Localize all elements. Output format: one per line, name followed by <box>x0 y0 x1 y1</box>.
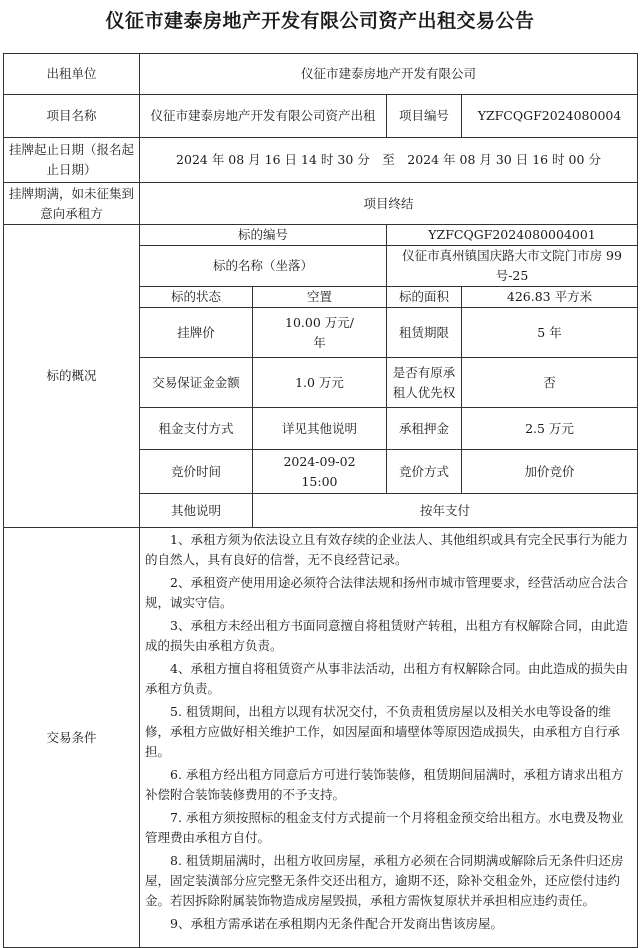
term-value: 5 年 <box>462 308 638 358</box>
condition-item: 6. 承租方经出租方同意后方可进行装饰装修，租赁期间届满时，承租方请求出租方补偿附合装饰装修费用的不予支持。 <box>145 767 624 802</box>
payment-label: 租金支付方式 <box>140 408 253 450</box>
no-bidder-label: 挂牌期满，如未征集到意向承租方 <box>4 183 140 225</box>
term-label: 租赁期限 <box>387 308 462 358</box>
payment-value: 详见其他说明 <box>253 408 387 450</box>
target-no-label: 标的编号 <box>140 225 387 246</box>
condition-item: 3、承租方未经出租方书面同意擅自将租赁财产转租，出租方有权解除合同，由此造成的损失由承租方负责。 <box>145 618 628 653</box>
priority-value: 否 <box>462 358 638 408</box>
target-status-label: 标的状态 <box>140 287 253 308</box>
lessor-row <box>4 54 638 95</box>
deposit-value: 1.0 万元 <box>253 358 387 408</box>
announcement-table <box>3 53 638 948</box>
lessor-label: 出租单位 <box>4 54 140 95</box>
bid-time-label: 竞价时间 <box>140 450 253 494</box>
target-area-label: 标的面积 <box>387 287 462 308</box>
condition-item: 4、承租方擅自将租赁资产从事非法活动，出租方有权解除合同。由此造成的损失由承租方负责。 <box>145 661 628 696</box>
condition-item: 1、承租方须为依法设立且有效存续的企业法人、其他组织或具有完全民事行为能力的自然人，具有良好的信誉，无不良经营记录。 <box>145 532 628 567</box>
condition-item: 9、承租方需承诺在承租期内无条件配合开发商出售该房屋。 <box>170 916 503 931</box>
condition-item: 8. 租赁期届满时，出租方收回房屋，承租方必须在合同期满或解除后无条件归还房屋，固定装潢部分应完整无条件交还出租方，逾期不还，除补交租金外，还应偿付违约金。若因拆除附属装饰物造成房屋毁损，承租方需恢复原状并承担相应违约责任。 <box>145 853 624 908</box>
page-title: 仪征市建泰房地产开发有限公司资产出租交易公告 <box>105 10 535 32</box>
conditions-label: 交易条件 <box>4 528 140 948</box>
deposit-label: 交易保证金金额 <box>140 358 253 408</box>
priority-label: 是否有原承租人优先权 <box>387 358 462 408</box>
target-name-value: 仪征市真州镇国庆路大市文院门市房 99 号-25 <box>387 246 638 287</box>
target-status-value: 空置 <box>253 287 387 308</box>
listing-period-label: 挂牌起止日期（报名起止日期） <box>4 138 140 183</box>
condition-item: 7. 承租方须按照标的租金支付方式提前一个月将租金预交给出租方。水电费及物业管理费由承租方自付。 <box>145 810 624 845</box>
rent-deposit-value: 2.5 万元 <box>462 408 638 450</box>
project-row <box>4 95 638 138</box>
lessor-value: 仪征市建泰房地产开发有限公司 <box>140 54 638 95</box>
conditions-row <box>4 528 638 948</box>
listing-period-row <box>4 138 638 183</box>
project-no-label: 项目编号 <box>387 95 462 138</box>
other-value: 按年支付 <box>253 494 638 528</box>
price-label: 挂牌价 <box>140 308 253 358</box>
project-name-label: 项目名称 <box>4 95 140 138</box>
price-value: 10.00 万元/年 <box>253 308 387 358</box>
listing-period-value: 2024 年 08 月 16 日 14 时 30 分 至 2024 年 08 月 30 日 16 时 00 分 <box>140 138 638 183</box>
bid-time-value: 2024-09-02 15:00 <box>253 450 387 494</box>
other-label: 其他说明 <box>140 494 253 528</box>
target-no-value: YZFCQGF2024080004001 <box>387 225 638 246</box>
no-bidder-row <box>4 183 638 225</box>
project-name-value: 仪征市建泰房地产开发有限公司资产出租 <box>140 95 387 138</box>
condition-item: 5. 租赁期间，出租方以现有状况交付，不负责租赁房屋以及相关水电等设备的维修，承租方应做好相关维护工作，如因屋面和墙壁体等原因造成损失，由承租方自行承担。 <box>145 704 621 759</box>
bid-method-value: 加价竞价 <box>462 450 638 494</box>
target-area-value: 426.83 平方米 <box>462 287 638 308</box>
target-name-label: 标的名称（坐落） <box>140 246 387 287</box>
bid-method-label: 竞价方式 <box>387 450 462 494</box>
target-no-row <box>4 225 638 246</box>
overview-label: 标的概况 <box>4 225 140 528</box>
rent-deposit-label: 承租押金 <box>387 408 462 450</box>
no-bidder-value: 项目终结 <box>140 183 638 225</box>
project-no-value: YZFCQGF2024080004 <box>462 95 638 138</box>
condition-item: 2、承租资产使用用途必须符合法律法规和扬州市城市管理要求，经营活动应合法合规，诚实守信。 <box>145 575 628 610</box>
conditions-list <box>140 528 638 948</box>
